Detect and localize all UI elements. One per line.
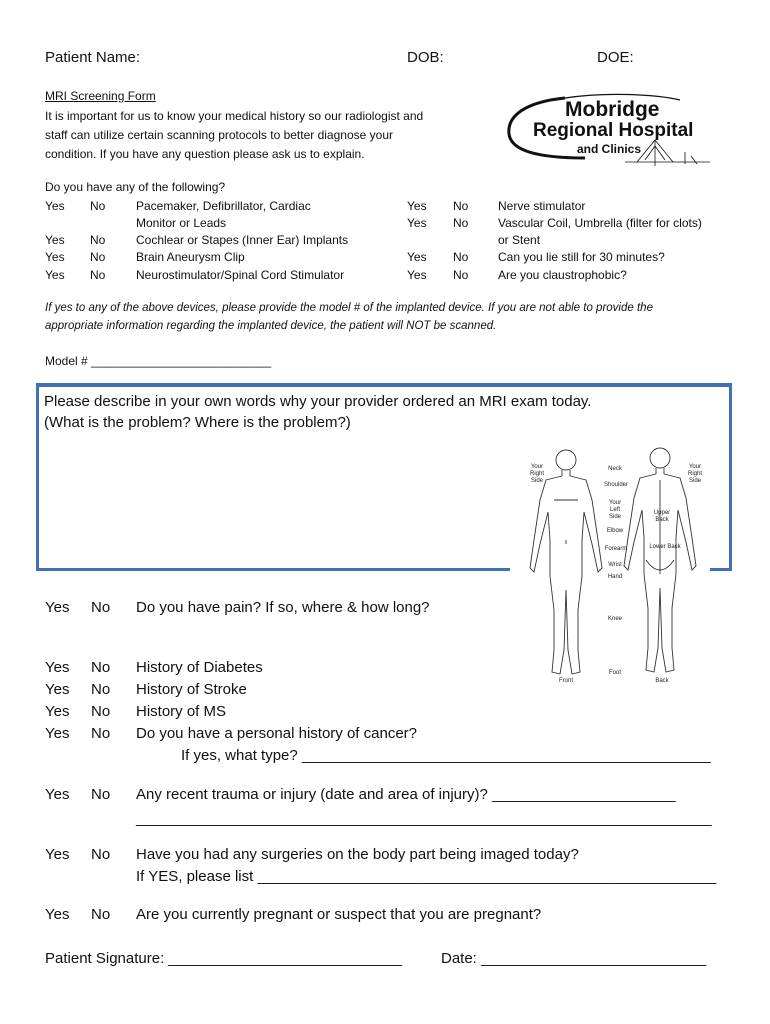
- no-option[interactable]: No: [91, 786, 111, 803]
- patient-name-label: Patient Name:: [45, 49, 141, 66]
- label-knee: Knee: [607, 616, 622, 622]
- yes-option[interactable]: Yes: [407, 216, 427, 230]
- device-item: Monitor or Leads: [136, 216, 227, 230]
- signature-date-field[interactable]: Date: ___________________________: [441, 950, 707, 967]
- no-option[interactable]: No: [91, 703, 111, 720]
- diabetes-question: History of Diabetes: [136, 659, 263, 676]
- yes-option[interactable]: Yes: [45, 659, 70, 676]
- cancer-type-field[interactable]: If yes, what type? _________________________________________________: [181, 747, 711, 764]
- logo-line-3: and Clinics: [577, 142, 642, 156]
- label-shoulder: Shoulder: [603, 482, 629, 488]
- no-option[interactable]: No: [90, 268, 106, 282]
- form-title: MRI Screening Form: [45, 89, 156, 103]
- yes-option[interactable]: Yes: [45, 703, 70, 720]
- cancer-question: Do you have a personal history of cancer?: [136, 725, 417, 742]
- dob-label: DOB:: [407, 49, 444, 66]
- pain-question: Do you have pain? If so, where & how long?: [136, 599, 430, 616]
- device-item: Are you claustrophobic?: [498, 268, 627, 282]
- label-lower-back: Lower Back: [649, 544, 681, 550]
- label-wrist: Wrist: [608, 562, 622, 568]
- model-number-field[interactable]: Model # ___________________________: [45, 354, 272, 368]
- device-item: Pacemaker, Defibrillator, Cardiac: [136, 199, 311, 213]
- ms-question: History of MS: [136, 703, 227, 720]
- yes-option[interactable]: Yes: [45, 199, 65, 213]
- surgeries-list-field[interactable]: If YES, please list _______________________________________________________: [136, 868, 717, 885]
- no-option[interactable]: No: [453, 250, 469, 264]
- surgeries-question: Have you had any surgeries on the body part being imaged today?: [136, 846, 579, 863]
- trauma-answer-line[interactable]: _____________________________________________________________________: [136, 810, 712, 827]
- yes-option[interactable]: Yes: [45, 846, 70, 863]
- logo-line-2: Regional Hospital: [533, 120, 694, 141]
- no-option[interactable]: No: [91, 846, 111, 863]
- notice-line: If yes to any of the above devices, please provide the model # of the implanted device. If you are not able to provide the: [45, 302, 653, 314]
- intro-line: It is important for us to know your medical history so our radiologist and: [45, 109, 424, 123]
- yes-option[interactable]: Yes: [45, 725, 70, 742]
- yes-option[interactable]: Yes: [45, 233, 65, 247]
- yes-option[interactable]: Yes: [407, 268, 427, 282]
- trauma-question[interactable]: Any recent trauma or injury (date and area of injury)? ______________________: [136, 786, 676, 803]
- label-upper-back: Upper Back: [653, 510, 671, 523]
- intro-line: staff can utilize certain scanning protocols to better diagnose your: [45, 128, 393, 142]
- yes-option[interactable]: Yes: [45, 599, 70, 616]
- yes-option[interactable]: Yes: [407, 199, 427, 213]
- hospital-logo: [505, 90, 715, 170]
- notice-line: appropriate information regarding the implanted device, the patient will NOT be scanned.: [45, 320, 497, 332]
- stroke-question: History of Stroke: [136, 681, 247, 698]
- no-option[interactable]: No: [90, 199, 106, 213]
- device-item: Neurostimulator/Spinal Cord Stimulator: [136, 268, 345, 282]
- patient-signature-field[interactable]: Patient Signature: ____________________________: [45, 950, 402, 967]
- device-item: Brain Aneurysm Clip: [136, 250, 245, 264]
- devices-heading: Do you have any of the following?: [45, 180, 226, 194]
- logo-line-1: Mobridge: [565, 98, 660, 121]
- label-your-right-side: Your Right Side: [529, 464, 544, 484]
- label-your-left-side: Your Left Side: [608, 500, 622, 520]
- yes-option[interactable]: Yes: [45, 268, 65, 282]
- no-option[interactable]: No: [453, 199, 469, 213]
- label-foot: Foot: [608, 670, 621, 676]
- device-notice: [45, 299, 735, 335]
- label-hand: Hand: [607, 574, 623, 580]
- yes-option[interactable]: Yes: [45, 250, 65, 264]
- label-your-right-side-back: Your Right Side: [687, 464, 702, 484]
- no-option[interactable]: No: [91, 906, 111, 923]
- no-option[interactable]: No: [90, 250, 106, 264]
- label-elbow: Elbow: [606, 528, 624, 534]
- device-item: Vascular Coil, Umbrella (filter for clots): [498, 216, 702, 230]
- describe-prompt: (What is the problem? Where is the problem?): [44, 414, 351, 431]
- no-option[interactable]: No: [91, 725, 111, 742]
- describe-prompt: Please describe in your own words why your provider ordered an MRI exam today.: [44, 393, 592, 410]
- device-item: Nerve stimulator: [498, 199, 586, 213]
- no-option[interactable]: No: [91, 659, 111, 676]
- device-item: Can you lie still for 30 minutes?: [498, 250, 665, 264]
- intro-line: condition. If you have any question please ask us to explain.: [45, 147, 365, 161]
- device-item: Cochlear or Stapes (Inner Ear) Implants: [136, 233, 349, 247]
- label-back: Back: [655, 678, 669, 684]
- yes-option[interactable]: Yes: [407, 250, 427, 264]
- yes-option[interactable]: Yes: [45, 906, 70, 923]
- no-option[interactable]: No: [453, 268, 469, 282]
- pregnant-question: Are you currently pregnant or suspect that you are pregnant?: [136, 906, 542, 923]
- label-neck: Neck: [608, 466, 622, 472]
- no-option[interactable]: No: [91, 681, 111, 698]
- doe-label: DOE:: [597, 49, 634, 66]
- device-item: or Stent: [498, 233, 541, 247]
- yes-option[interactable]: Yes: [45, 681, 70, 698]
- label-forearm: Forearm: [604, 546, 628, 552]
- yes-option[interactable]: Yes: [45, 786, 70, 803]
- no-option[interactable]: No: [90, 233, 106, 247]
- no-option[interactable]: No: [91, 599, 111, 616]
- body-diagram[interactable]: [510, 440, 710, 690]
- label-front: Front: [558, 678, 573, 684]
- no-option[interactable]: No: [453, 216, 469, 230]
